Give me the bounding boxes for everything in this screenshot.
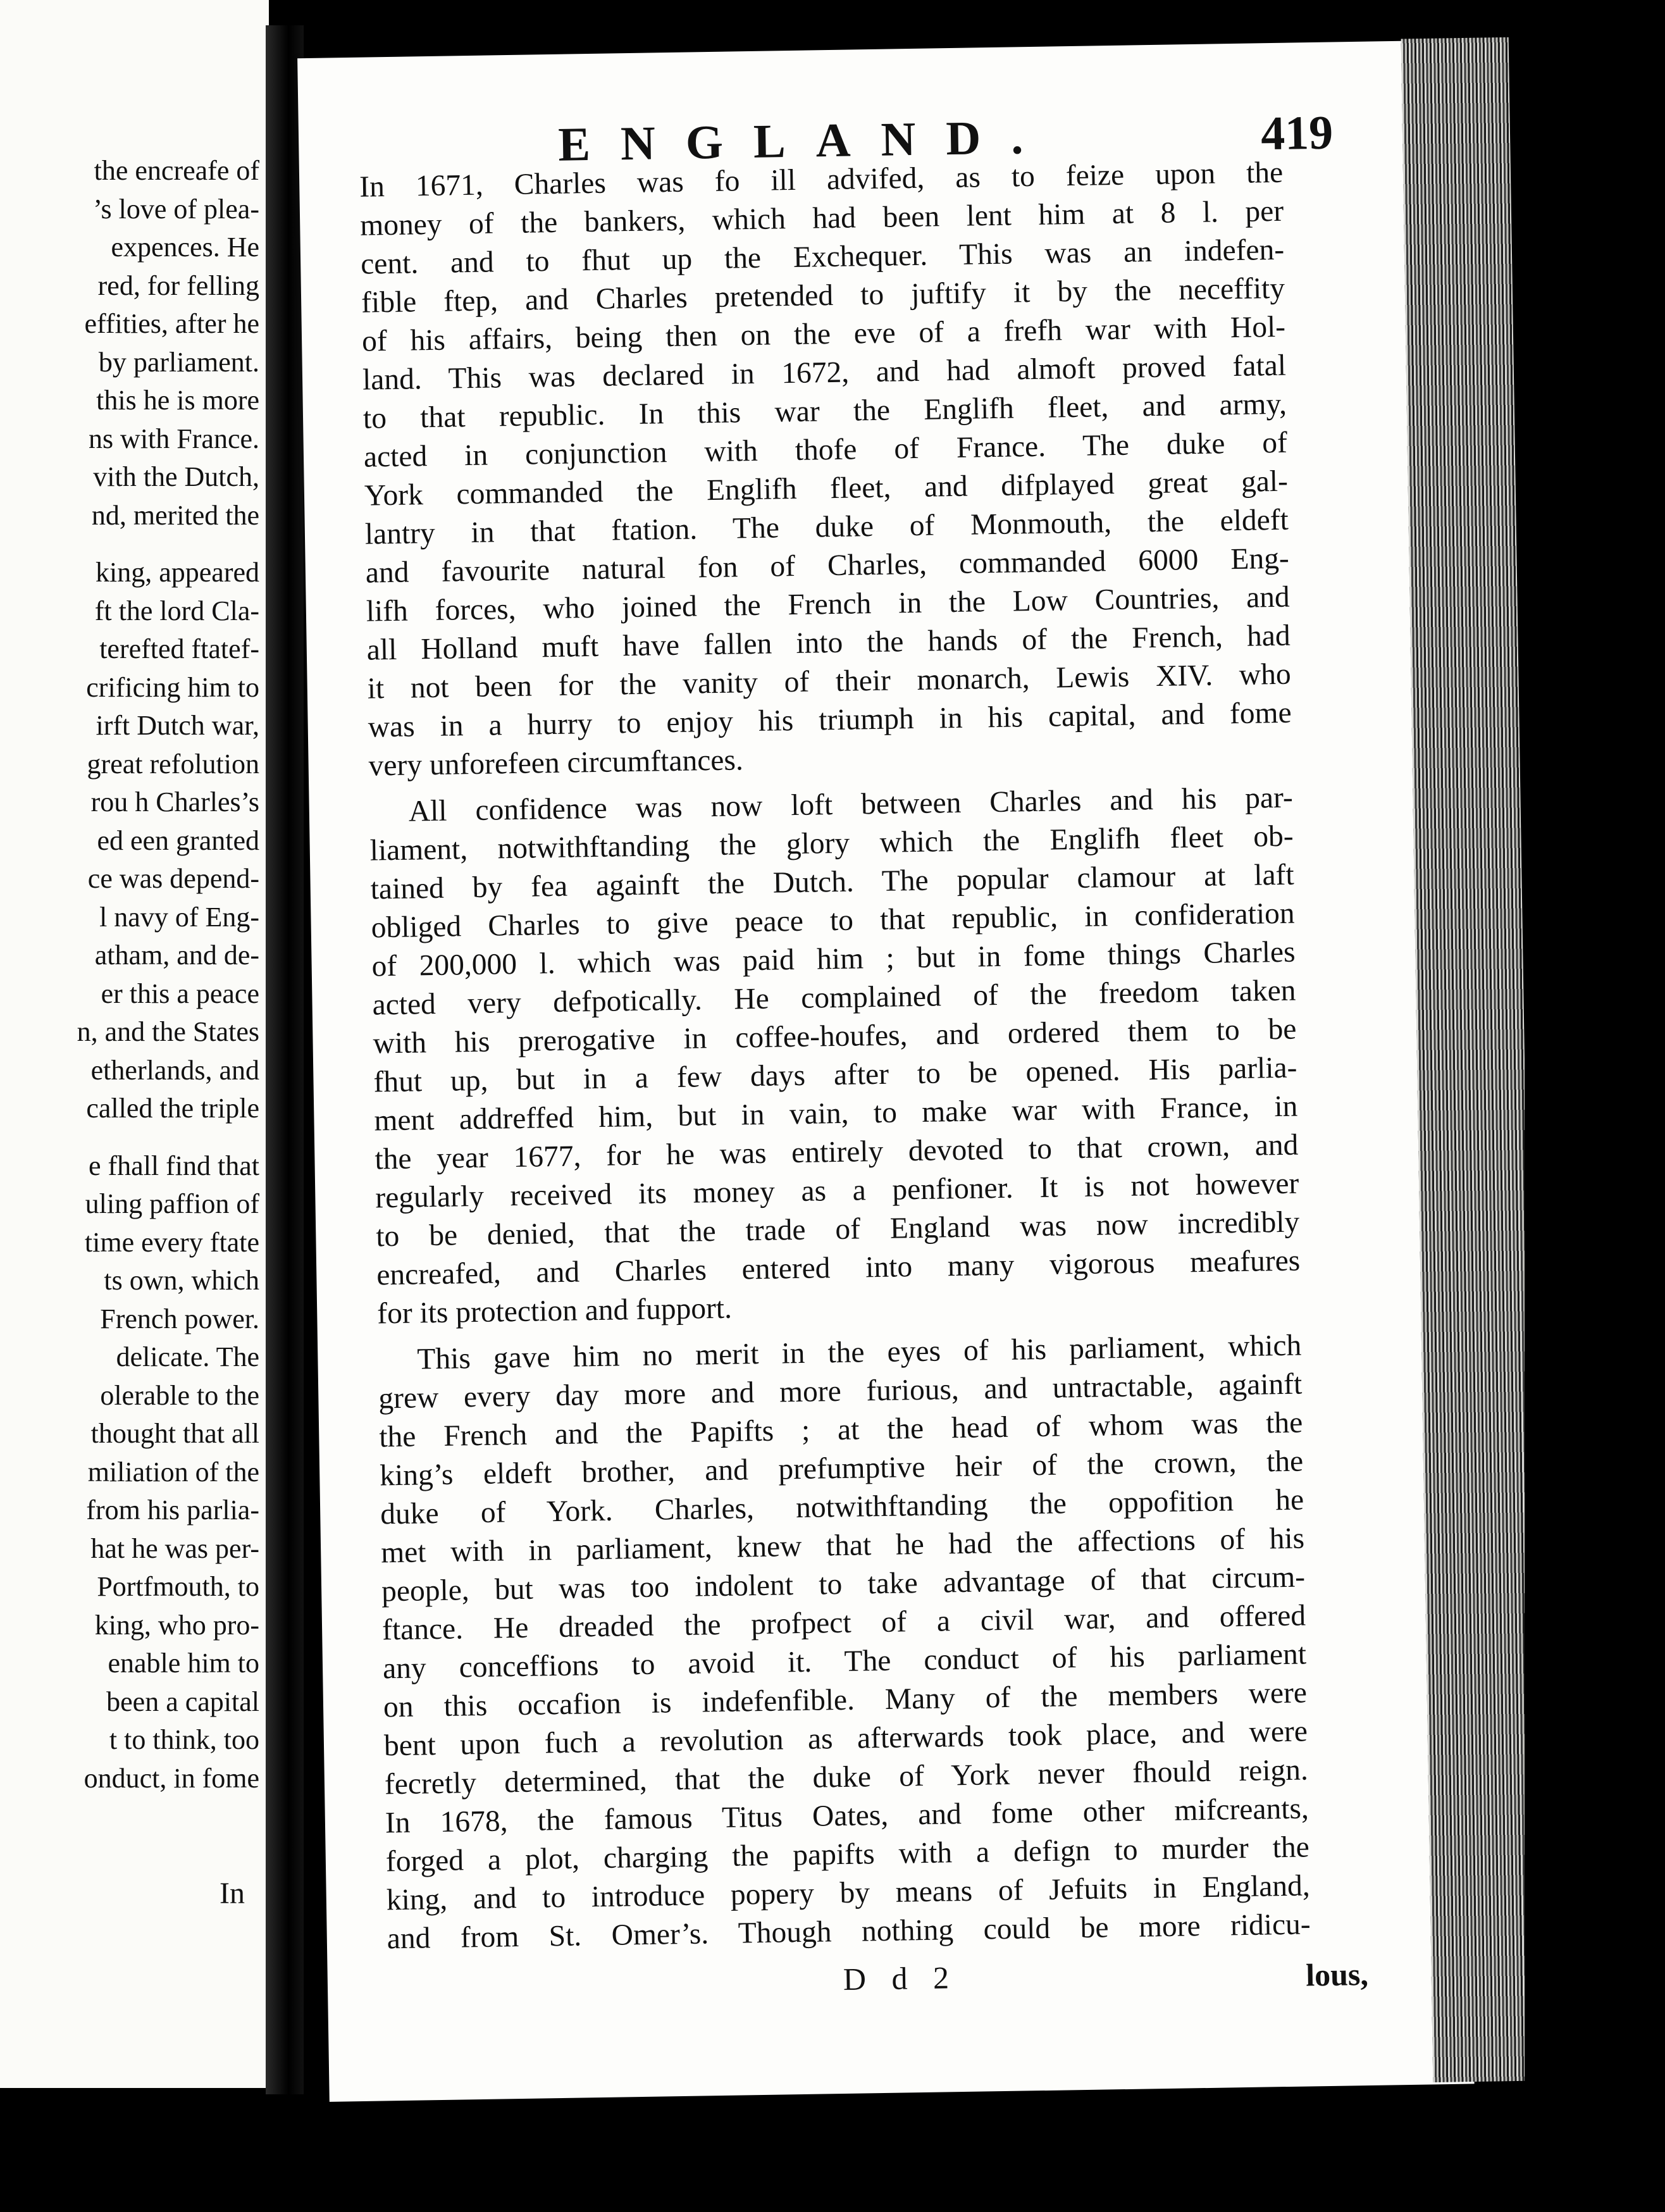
text-line: lifh forces, who joined the French in the Low Countries, and [366, 580, 1291, 628]
left-text-line: king, who pro- [94, 1609, 259, 1641]
left-text-line: effities, after he [84, 308, 259, 339]
left-text-line: by parliament. [98, 346, 259, 378]
running-title: ENGLAND. [557, 110, 1054, 171]
left-text-line: e fhall find that [88, 1150, 259, 1181]
left-text-line: nd, merited the [91, 499, 259, 531]
left-text-line: ’s love of plea- [93, 193, 259, 225]
text-line: land. This was declared in 1672, and had almoft proved fatal [362, 349, 1287, 397]
text-line: very unforefeen circumftances. [368, 743, 744, 783]
left-page-text [0, 152, 259, 1798]
left-text-line: this he is more [96, 385, 259, 416]
text-line: fhut up, but in a few days after to be opened. His parlia- [373, 1051, 1297, 1099]
left-text-line: hat he was per- [90, 1532, 259, 1564]
text-line: of 200,000 l. which was paid him ; but in fome things Charles [371, 935, 1296, 983]
text-line: to be denied, that the trade of England was now incredibly [375, 1205, 1300, 1253]
text-line: ment addreffed him, but in vain, to make war with France, in [374, 1090, 1298, 1138]
left-text-line: etherlands, and [90, 1054, 259, 1086]
left-text-line: t to think, too [109, 1724, 259, 1755]
page-number: 419 [1260, 106, 1334, 161]
text-line: all Holland muft have fallen into the hands of the French, had [366, 619, 1291, 667]
text-line: In 1678, the famous Titus Oates, and fome other mifcreants, [385, 1792, 1309, 1840]
left-catchword: In [220, 1877, 245, 1910]
text-line: tained by fea againft the Dutch. The popular clamour at laft [370, 858, 1294, 906]
text-line: This gave him no merit in the eyes of his parliament, which [417, 1329, 1302, 1376]
text-line: of his affairs, being then on the eve of a frefh war with Hol- [361, 310, 1286, 358]
left-text-line: enable him to [108, 1648, 259, 1679]
left-text-line: red, for felling [97, 270, 259, 301]
left-text-line: rou h Charles’s [90, 786, 259, 817]
text-line: the year 1677, for he was entirely devoted to that crown, and [374, 1128, 1299, 1176]
left-text-line: n, and the States [77, 1016, 259, 1047]
text-line: In 1671, Charles was fo ill advifed, as to feize upon the [359, 156, 1284, 204]
text-line: for its protection and fupport. [376, 1291, 733, 1331]
text-line: on this occafion is indefenfible. Many of the members were [383, 1676, 1308, 1724]
text-line: to that republic. In this war the Englifh fleet, and army, [362, 387, 1287, 435]
book-gutter [266, 25, 304, 2094]
text-line: encreafed, and Charles entered into many vigorous meafures [376, 1244, 1301, 1292]
left-text-line [0, 535, 259, 554]
left-text-line: delicate. The [116, 1341, 259, 1372]
left-text-line: vith the Dutch, [93, 461, 259, 492]
left-text-line: crificing him to [86, 671, 259, 703]
body-text [359, 154, 1311, 1959]
left-text-line: olerable to the [100, 1379, 259, 1411]
text-line: York commanded the Englifh fleet, and difplayed great gal- [364, 464, 1289, 513]
left-text-line: king, appeared [96, 557, 259, 588]
left-text-line: time every ftate [84, 1226, 259, 1258]
left-text-line: l navy of Eng- [99, 901, 259, 933]
main-page [297, 40, 1475, 2102]
left-text-line: thought that all [90, 1418, 259, 1449]
left-text-line: uling paffion of [85, 1188, 259, 1219]
text-line: acted very defpotically. He complained of the freedom taken [372, 974, 1296, 1022]
text-line: grew every day more and more furious, and untractable, againft [378, 1367, 1303, 1415]
text-line: bent upon fuch a revolution as afterwards took place, and were [383, 1715, 1308, 1763]
left-text-line: ns with France. [88, 423, 259, 454]
left-text-line: ed een granted [97, 824, 259, 856]
text-line: fible ftep, and Charles pretended to juftify it by the neceffity [361, 271, 1285, 320]
left-text-line: great refolution [87, 748, 259, 780]
catchword: lous, [1305, 1956, 1369, 1993]
text-line: liament, notwithftanding the glory which the Englifh fleet ob- [369, 819, 1294, 867]
text-line: it not been for the vanity of their monarch, Lewis XIV. who [367, 657, 1292, 705]
left-text-line: called the triple [86, 1093, 259, 1124]
left-text-line: the encreafe of [94, 155, 259, 186]
left-facing-page [0, 0, 269, 2088]
background-edge [1525, 25, 1665, 2212]
text-line: acted in conjunction with thofe of France. The duke of [363, 426, 1288, 474]
left-text-line: miliation of the [87, 1456, 259, 1488]
left-text-line: er this a peace [101, 978, 259, 1009]
text-line: All confidence was now loft between Charles and his par- [408, 781, 1294, 828]
text-line: lantry in that ftation. The duke of Monmouth, the eldeft [364, 503, 1289, 551]
text-line: the French and the Papifts ; at the head of whom was the [378, 1406, 1303, 1454]
text-line: fecretly determined, that the duke of York never fhould reign. [384, 1753, 1309, 1801]
left-text-line: ts own, which [104, 1265, 259, 1296]
left-text-line: ce was depend- [87, 863, 259, 894]
left-text-line: expences. He [111, 232, 259, 263]
text-line: people, but was too indolent to take advantage of that circum- [381, 1560, 1306, 1608]
text-line: forged a plot, charging the papifts with a defign to murder the [385, 1830, 1310, 1879]
left-text-line [0, 1128, 259, 1147]
left-text-line: terefted ftatef- [99, 633, 259, 664]
text-line: money of the bankers, which had been lent him at 8 l. per [359, 194, 1284, 242]
text-line: met with in parliament, knew that he had the affections of his [380, 1522, 1305, 1570]
text-line: king, and to introduce popery by means of Jefuits in England, [386, 1869, 1311, 1917]
left-text-line: irft Dutch war, [96, 710, 259, 741]
text-line: king’s eldeft brother, and prefumptive heir of the crown, the [379, 1445, 1304, 1493]
text-line: with his prerogative in coffee-houfes, and ordered them to be [373, 1012, 1297, 1060]
left-text-line: onduct, in fome [84, 1762, 259, 1794]
text-line: and from St. Omer’s. Though nothing could be more ridicu- [387, 1908, 1311, 1956]
left-text-line: Portfmouth, to [97, 1571, 259, 1602]
left-text-line: been a capital [106, 1686, 259, 1717]
text-line: any conceffions to avoid it. The conduct of his parliament [382, 1637, 1307, 1686]
text-line: obliged Charles to give peace to that republic, in confideration [371, 897, 1295, 945]
text-line: regularly received its money as a penfioner. It is not however [375, 1167, 1299, 1215]
left-text-line: from his parlia- [86, 1494, 259, 1525]
text-line: cent. and to fhut up the Exchequer. This was an indefen- [360, 233, 1285, 281]
text-line: and favourite natural fon of Charles, commanded 6000 Eng- [365, 542, 1290, 590]
left-text-line: ft the lord Cla- [94, 595, 259, 626]
text-line: was in a hurry to enjoy his triumph in his capital, and fome [368, 696, 1292, 744]
signature-mark: D d 2 [843, 1960, 958, 1998]
left-text-line: French power. [100, 1303, 259, 1334]
left-text-line: atham, and de- [94, 940, 259, 971]
text-line: duke of York. Charles, notwithftanding the oppofition he [380, 1483, 1304, 1531]
text-line: ftance. He dreaded the profpect of a civil war, and offered [381, 1599, 1306, 1647]
